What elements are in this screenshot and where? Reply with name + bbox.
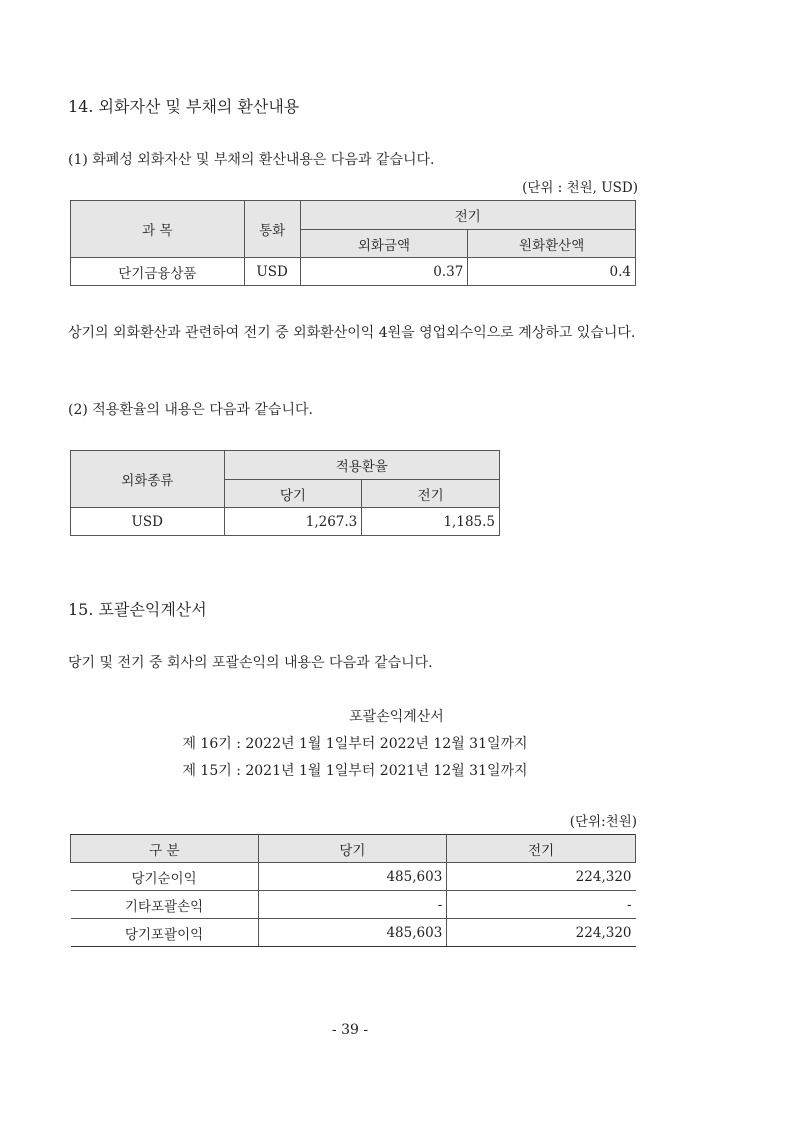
unit-label-1: (단위 : 천원, USD) xyxy=(522,180,638,196)
header-currency-type: 외화종류 xyxy=(71,451,225,508)
cell-currency: USD xyxy=(244,258,300,286)
header-applied-rate: 적용환율 xyxy=(224,451,499,480)
cell-current: - xyxy=(258,891,447,919)
table-row xyxy=(71,258,636,286)
fx-conversion-table xyxy=(70,200,636,286)
header-fc-amount: 외화금액 xyxy=(300,230,468,258)
section-15-heading: 15. 포괄손익계산서 xyxy=(68,600,207,619)
statement-title: 포괄손익계산서 xyxy=(349,709,444,725)
statement-period-15: 제 15기 : 2021년 1월 1일부터 2021년 12월 31일까지 xyxy=(182,763,528,779)
table-row xyxy=(71,919,636,947)
section-14-subheading-1: (1) 화폐성 외화자산 및 부채의 환산내용은 다음과 같습니다. xyxy=(68,152,435,168)
section-14-subheading-2: (2) 적용환율의 내용은 다음과 같습니다. xyxy=(68,402,313,418)
cell-prior: 1,185.5 xyxy=(362,508,500,536)
cell-item: 당기포괄이익 xyxy=(71,919,259,947)
cell-current: 1,267.3 xyxy=(224,508,362,536)
header-current-period: 당기 xyxy=(224,480,362,508)
comprehensive-income-table xyxy=(70,834,636,947)
header-current-period: 당기 xyxy=(258,835,447,863)
cell-current: 485,603 xyxy=(258,863,447,891)
header-prior-period: 전기 xyxy=(300,201,635,230)
header-krw-amount: 원화환산액 xyxy=(468,230,636,258)
fx-note-paragraph: 상기의 외화환산과 관련하여 전기 중 외화환산이익 4원을 영업외수익으로 계상하고 있습니다. xyxy=(68,325,636,341)
exchange-rate-table xyxy=(70,450,500,536)
cell-prior: - xyxy=(447,891,636,919)
unit-label-2: (단위:천원) xyxy=(569,814,637,830)
cell-item: 기타포괄손익 xyxy=(71,891,259,919)
cell-type: USD xyxy=(71,508,225,536)
cell-prior: 224,320 xyxy=(447,919,636,947)
cell-fc: 0.37 xyxy=(300,258,468,286)
cell-prior: 224,320 xyxy=(447,863,636,891)
table-row xyxy=(71,508,500,536)
cell-current: 485,603 xyxy=(258,919,447,947)
section-15-intro: 당기 및 전기 중 회사의 포괄손익의 내용은 다음과 같습니다. xyxy=(68,655,433,671)
cell-item: 당기순이익 xyxy=(71,863,259,891)
header-currency: 통화 xyxy=(244,201,300,258)
table-row xyxy=(71,863,636,891)
header-category: 구 분 xyxy=(71,835,259,863)
header-prior-period: 전기 xyxy=(447,835,636,863)
header-prior-period: 전기 xyxy=(362,480,500,508)
cell-krw: 0.4 xyxy=(468,258,636,286)
header-item: 과 목 xyxy=(71,201,245,258)
table-row xyxy=(71,891,636,919)
statement-period-16: 제 16기 : 2022년 1월 1일부터 2022년 12월 31일까지 xyxy=(182,736,528,752)
page-number: - 39 - xyxy=(331,1022,369,1038)
section-14-heading: 14. 외화자산 및 부채의 환산내용 xyxy=(68,97,300,116)
cell-item: 단기금융상품 xyxy=(71,258,245,286)
